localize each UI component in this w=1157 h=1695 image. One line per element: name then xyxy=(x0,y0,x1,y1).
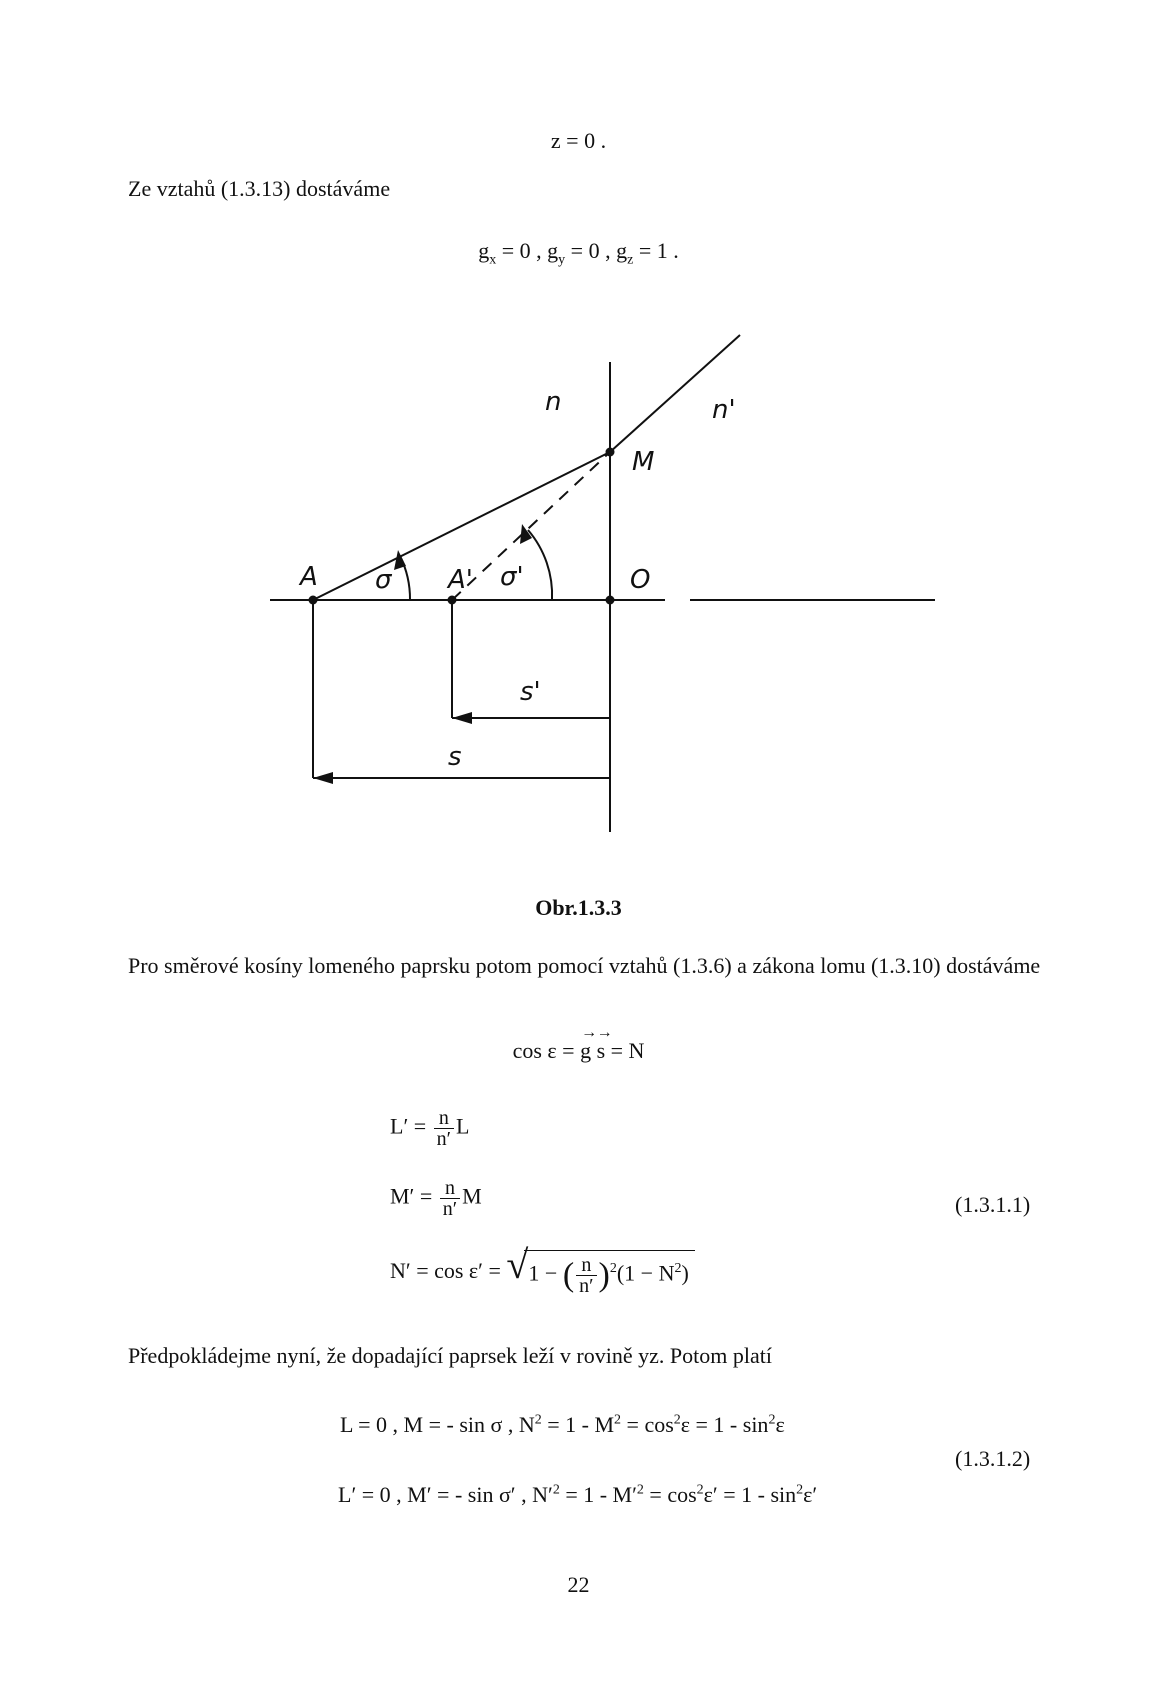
paragraph-2: Předpokládejme nyní, že dopadající paprsek leží v rovině yz. Potom platí xyxy=(128,1343,772,1368)
intro-line: Ze vztahů (1.3.13) dostáváme xyxy=(128,176,391,201)
N-fraction xyxy=(576,1255,596,1296)
M-prime-rhs: M xyxy=(462,1183,482,1209)
row1-part-b: = 1 - M xyxy=(541,1412,615,1437)
row2-exp-b: 2 xyxy=(636,1482,644,1498)
M-prime-lhs: M′ = xyxy=(390,1183,438,1209)
label-O: O xyxy=(630,565,651,595)
gx-value: = 0 , xyxy=(496,238,548,263)
gx-symbol: g xyxy=(478,238,490,263)
label-s-prime: s' xyxy=(520,677,541,707)
row1-part-d: ε = 1 - sin xyxy=(680,1412,769,1437)
label-sigma-prime: σ' xyxy=(500,562,524,592)
N-fraction-num: n xyxy=(576,1255,596,1276)
M-fraction xyxy=(440,1178,460,1219)
paren-close: ) xyxy=(598,1256,610,1294)
equation-z-text: z = 0 . xyxy=(550,128,607,153)
cos-rhs: = N xyxy=(605,1038,645,1063)
label-sigma: σ xyxy=(375,565,392,595)
row2-part-a: L′ = 0 , M′ = - sin σ′ , N′ xyxy=(338,1482,553,1507)
paragraph-1: Pro směrové kosíny lomeného paprsku potom pomocí vztahů (1.3.6) a zákona lomu (1.3.10) dostáváme xyxy=(128,953,1041,978)
M-fraction-num: n xyxy=(440,1178,460,1199)
gy-symbol: g xyxy=(547,238,559,263)
L-prime-lhs: L′ = xyxy=(390,1113,432,1139)
figure-caption: Obr.1.3.3 xyxy=(535,895,622,920)
N-prime-lhs: N′ = cos ε′ = xyxy=(390,1258,507,1284)
cos-lhs: cos ε = xyxy=(512,1038,581,1063)
point-A-prime xyxy=(448,596,457,605)
row2-part-c: = cos xyxy=(643,1482,697,1507)
row2-part-b: = 1 - M′ xyxy=(559,1482,637,1507)
sqrt-tail-close: ) xyxy=(681,1260,689,1286)
s-vector: → s xyxy=(596,1024,613,1063)
row1-part-c: = cos xyxy=(621,1412,674,1437)
row1-part-a: L = 0 , M = - sin σ , N xyxy=(340,1412,535,1437)
M-fraction-den: n′ xyxy=(442,1198,458,1220)
refracted-ray-extension xyxy=(452,452,610,600)
row2-exp-d: 2 xyxy=(796,1482,804,1498)
label-A: A xyxy=(300,562,318,592)
equation-L-prime xyxy=(390,1108,470,1149)
point-O xyxy=(606,596,615,605)
L-prime-rhs: L xyxy=(456,1113,470,1139)
point-A xyxy=(309,596,318,605)
gy-sub: y xyxy=(558,252,566,268)
row2-exp-a: 2 xyxy=(552,1482,560,1498)
equation-row-L-M-N-prime xyxy=(338,1482,817,1508)
g-vector: → g xyxy=(580,1024,598,1063)
equation-number-2: (1.3.1.2) xyxy=(955,1446,1031,1471)
label-A-prime: A' xyxy=(448,565,473,595)
point-M xyxy=(606,448,615,457)
s-prime-arrowhead xyxy=(452,712,472,724)
equation-row-L-M-N xyxy=(340,1412,785,1438)
paren-open: ( xyxy=(562,1256,575,1294)
sqrt-one-minus: 1 − xyxy=(528,1260,563,1286)
equation-N-prime xyxy=(390,1250,695,1296)
label-M: M xyxy=(632,447,655,477)
sqrt-tail: (1 − N xyxy=(616,1260,675,1286)
equation-number-1: (1.3.1.1) xyxy=(955,1192,1031,1217)
row1-part-e: ε xyxy=(775,1412,785,1437)
sigma-prime-arc xyxy=(528,530,552,600)
gz-value: = 1 . xyxy=(633,238,679,263)
sqrt-expression xyxy=(524,1250,694,1296)
L-fraction xyxy=(434,1108,454,1149)
sqrt-tail-exponent: 2 xyxy=(674,1261,682,1277)
label-s: s xyxy=(448,742,462,772)
row2-part-e: ε′ xyxy=(803,1482,818,1507)
row1-exp-a: 2 xyxy=(534,1412,542,1428)
row1-exp-b: 2 xyxy=(614,1412,622,1428)
equation-M-prime xyxy=(390,1178,482,1219)
gx-sub: x xyxy=(489,252,497,268)
s-arrowhead xyxy=(313,772,333,784)
s-vector-letter: s xyxy=(596,1038,606,1063)
equation-cos xyxy=(0,1024,1157,1064)
label-n-prime: n' xyxy=(712,395,736,425)
label-n: n xyxy=(545,387,562,417)
g-vector-letter: g xyxy=(580,1038,592,1063)
gz-symbol: g xyxy=(616,238,628,263)
row2-exp-c: 2 xyxy=(696,1482,704,1498)
L-fraction-num: n xyxy=(434,1108,454,1129)
page-number: 22 xyxy=(567,1572,590,1597)
gz-sub: z xyxy=(627,252,634,268)
gy-value: = 0 , xyxy=(565,238,617,263)
N-fraction-den: n′ xyxy=(579,1275,594,1297)
row2-part-d: ε′ = 1 - sin xyxy=(703,1482,797,1507)
row1-exp-c: 2 xyxy=(673,1412,681,1428)
paren-exponent: 2 xyxy=(609,1261,617,1277)
row1-exp-d: 2 xyxy=(768,1412,776,1428)
L-fraction-den: n′ xyxy=(436,1128,452,1150)
refracted-ray xyxy=(610,335,740,452)
